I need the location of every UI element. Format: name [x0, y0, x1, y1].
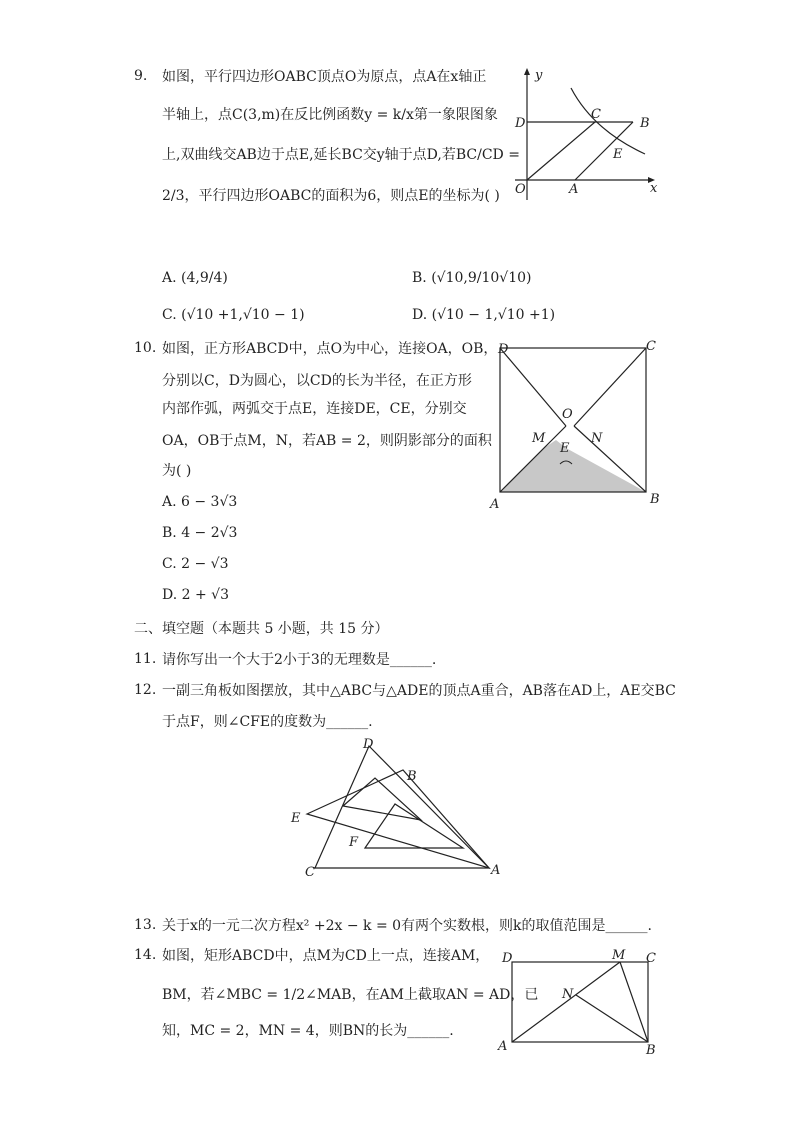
section-heading: 二、填空题（本题共 5 小题，共 15 分）	[134, 621, 389, 637]
label-A: A	[569, 182, 579, 197]
hyperbola-curve	[571, 88, 645, 154]
triangle-ABE	[307, 770, 489, 868]
label-B: B	[407, 769, 417, 784]
label-B: B	[650, 492, 660, 507]
segment-AM	[512, 962, 620, 1042]
option-D[interactable]: D. 2 + √3	[162, 587, 229, 603]
question-text-line: 于点F，则∠CFE的度数为______.	[162, 714, 373, 730]
question-text-line: 半轴上，点C(3,m)在反比例函数y = k/x第一象限图象	[162, 107, 498, 123]
question-text-line: 2/3，平行四边形OABC的面积为6，则点E的坐标为( )	[162, 188, 500, 204]
label-E: E	[613, 147, 623, 162]
label-D: D	[363, 737, 374, 752]
option-C[interactable]: C. 2 − √3	[162, 556, 229, 572]
label-O: O	[515, 182, 526, 197]
question-text-line: BM，若∠MBC = 1/2∠MAB，在AM上截取AN = AD，已	[162, 987, 539, 1003]
option-B[interactable]: B. (√10,9/10√10)	[412, 270, 532, 286]
label-C: C	[646, 951, 656, 966]
label-y: y	[535, 68, 543, 83]
segment-AB	[575, 122, 633, 180]
figure-q12	[285, 734, 515, 884]
shaded-region	[500, 440, 646, 492]
triangle-ADC	[315, 746, 489, 868]
question-number: 14.	[134, 947, 157, 963]
question-13-text: 关于x的一元二次方程x² +2x − k = 0有两个实数根，则k的取值范围是______.	[162, 918, 652, 934]
y-arrow	[524, 68, 530, 75]
question-text-line: 如图，平行四边形OABC顶点O为原点，点A在x轴正	[162, 69, 487, 85]
question-text-line: 内部作弧，两弧交于点E，连接DE，CE，分别交	[162, 401, 467, 417]
question-text-line: 分别以C，D为圆心，以CD的长为半径，在正方形	[162, 373, 472, 389]
option-A[interactable]: A. 6 − 3√3	[162, 494, 238, 510]
question-number: 10.	[134, 340, 157, 356]
label-B: B	[646, 1043, 656, 1058]
label-M: M	[532, 431, 546, 446]
question-text-line: OA，OB于点M，N，若AB = 2，则阴影部分的面积	[162, 433, 492, 449]
option-A[interactable]: A. (4,9/4)	[162, 270, 228, 286]
segment-MB	[620, 962, 648, 1042]
label-E: E	[291, 811, 301, 826]
figure-q10	[480, 336, 664, 516]
question-number: 13.	[134, 917, 157, 933]
label-A: A	[490, 497, 500, 512]
label-B: B	[640, 116, 650, 131]
figure-q14	[492, 946, 672, 1062]
label-C: C	[591, 107, 601, 122]
label-N: N	[591, 431, 603, 446]
label-D: D	[515, 116, 526, 131]
segment-CO	[574, 348, 646, 426]
figure-q9	[505, 62, 665, 204]
label-N: N	[562, 987, 574, 1002]
question-number: 12.	[134, 682, 157, 698]
label-M: M	[612, 948, 626, 963]
label-F: F	[349, 835, 359, 850]
question-text-line: 为( )	[162, 463, 192, 479]
question-number: 11.	[134, 651, 157, 667]
option-B[interactable]: B. 4 − 2√3	[162, 525, 238, 541]
option-D[interactable]: D. (√10 − 1,√10 +1)	[412, 307, 556, 323]
label-O: O	[562, 407, 573, 422]
option-C[interactable]: C. (√10 +1,√10 − 1)	[162, 307, 305, 323]
question-number: 9.	[134, 68, 148, 84]
label-E: E	[560, 441, 570, 456]
label-A: A	[498, 1039, 508, 1054]
question-text-line: 一副三角板如图摆放，其中△ABC与△ADE的顶点A重合，AB落在AD上，AE交BC	[162, 683, 676, 699]
rectangle-ABCD	[512, 962, 648, 1042]
question-text-line: 知，MC = 2，MN = 4，则BN的长为______.	[162, 1023, 454, 1039]
label-C: C	[305, 865, 315, 880]
question-text-line: 上,双曲线交AB边于点E,延长BC交y轴于点D,若BC/CD =	[162, 147, 520, 163]
segment-OC	[527, 122, 595, 180]
label-C: C	[646, 339, 656, 354]
question-text-line: 如图，矩形ABCD中，点M为CD上一点，连接AM，	[162, 948, 490, 964]
label-x: x	[650, 181, 658, 196]
segment-DO	[500, 348, 566, 426]
label-A: A	[491, 863, 501, 878]
segment-NB	[576, 995, 648, 1042]
question-text-line: 如图，正方形ABCD中，点O为中心，连接OA，OB，	[162, 341, 498, 357]
label-D: D	[502, 951, 513, 966]
question-11-text: 请你写出一个大于2小于3的无理数是______.	[162, 652, 437, 668]
label-D: D	[498, 342, 509, 357]
